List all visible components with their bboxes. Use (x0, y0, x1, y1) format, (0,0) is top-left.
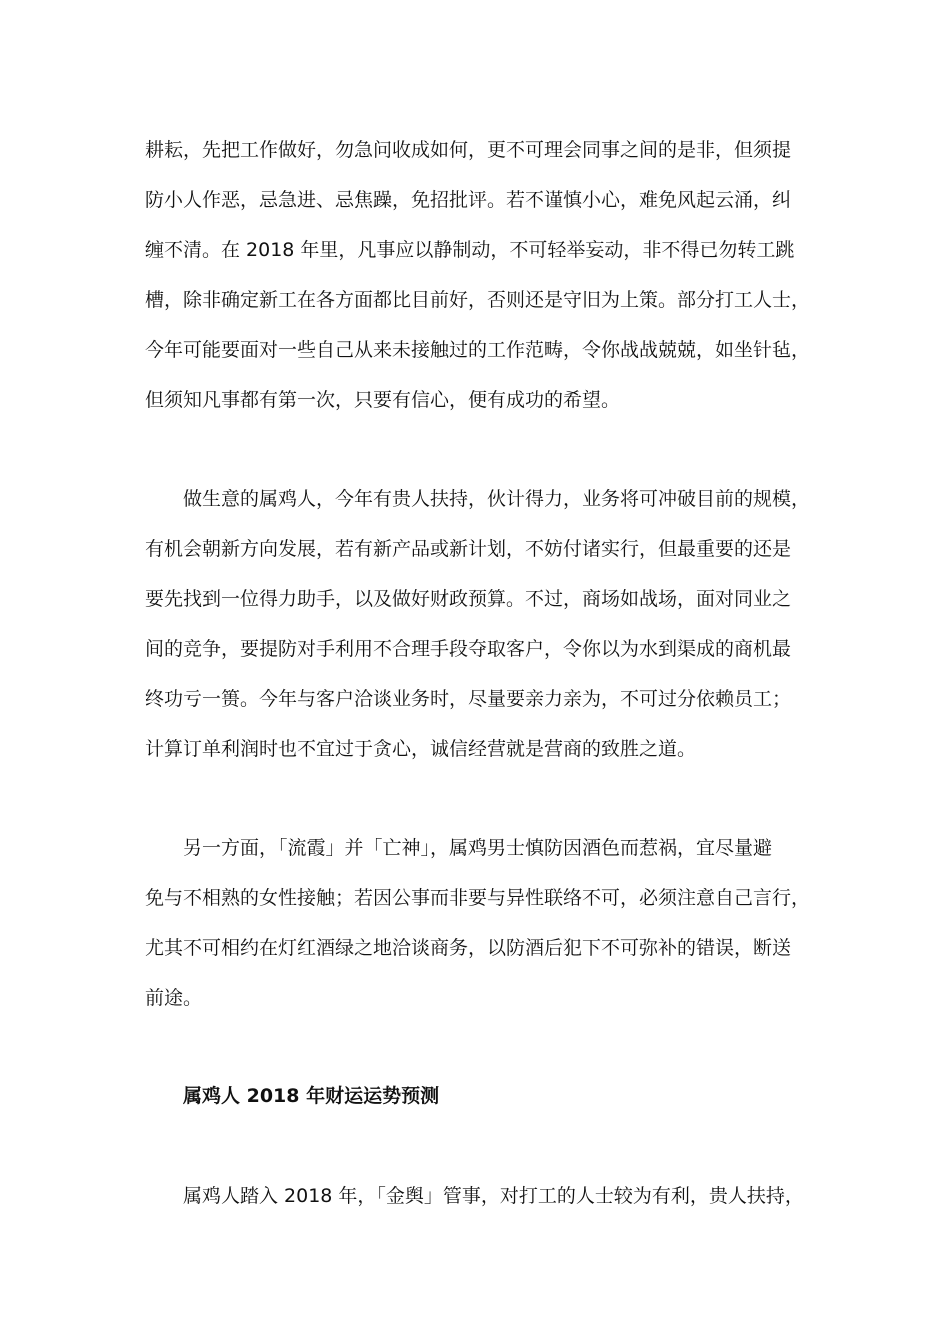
text-line: 尤其不可相约在灯红酒绿之地洽谈商务，以防酒后犯下不可弥补的错误，断送 (145, 937, 792, 959)
paragraph-fortune-intro (145, 1171, 835, 1221)
text-line: 耕耘，先把工作做好，勿急问收成如何，更不可理会同事之间的是非，但须提 (145, 139, 792, 161)
text-line: 防小人作恶，忌急进、忌焦躁，免招批评。若不谨慎小心，难免风起云涌，纠 (145, 189, 792, 211)
text-line: 槽，除非确定新工在各方面都比目前好，否则还是守旧为上策。部分打工人士， (145, 289, 811, 311)
text-line: 终功亏一篑。今年与客户洽谈业务时，尽量要亲力亲为，不可过分依赖员工； (145, 688, 792, 710)
text-line: 要先找到一位得力助手，以及做好财政预算。不过，商场如战场，面对同业之 (145, 588, 792, 610)
paragraph-work-advice (145, 125, 835, 425)
paragraph-business-advice (145, 474, 835, 774)
text-line: 间的竞争，要提防对手利用不合理手段夺取客户，令你以为水到渠成的商机最 (145, 638, 792, 660)
text-line: 今年可能要面对一些自己从来未接触过的工作范畴，令你战战兢兢，如坐针毡， (145, 339, 811, 361)
text-line: 有机会朝新方向发展，若有新产品或新计划，不妨付诸实行，但最重要的还是 (145, 538, 792, 560)
section-heading (145, 1071, 835, 1121)
text-line: 免与不相熟的女性接触；若因公事而非要与异性联络不可，必须注意自己言行， (145, 887, 811, 909)
text-line: 属鸡人踏入 2018 年，「金舆」管事，对打工的人士较为有利，贵人扶持， (183, 1185, 804, 1207)
text-line: 计算订单利润时也不宜过于贪心，诚信经营就是营商的致胜之道。 (145, 738, 697, 760)
paragraph-caution-advice (145, 823, 835, 1023)
text-line: 另一方面，「流霞」并「亡神」，属鸡男士慎防因酒色而惹祸，宜尽量避 (183, 837, 773, 859)
text-line: 做生意的属鸡人，今年有贵人扶持，伙计得力，业务将可冲破目前的规模， (183, 488, 811, 510)
text-line: 缠不清。在 2018 年里，凡事应以静制动，不可轻举妄动，非不得已勿转工跳 (145, 239, 795, 261)
text-line: 但须知凡事都有第一次，只要有信心，便有成功的希望。 (145, 389, 621, 411)
text-line: 前途。 (145, 987, 203, 1009)
heading-text: 属鸡人 2018 年财运运势预测 (183, 1085, 440, 1107)
